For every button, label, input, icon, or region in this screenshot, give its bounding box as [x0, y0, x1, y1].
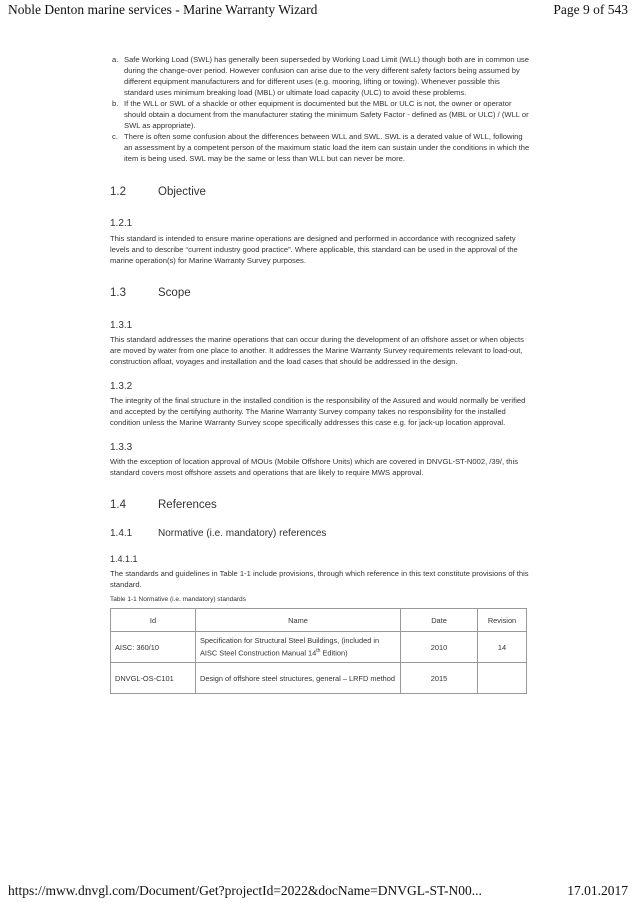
list-item: a. Safe Working Load (SWL) has generally been superseded by Working Load Limit (WLL) though both are in common use during the change-over period. However confusion can arise due to the very different safety factors being assumed by different equipment manufacturers and for different uses (e.g. mooring, lifting or towing). Whenever possible this standard uses minimum breaking load (MBL) or ultimate load capacity (ULC) to avoid these problems.: [112, 55, 529, 97]
document-body: [110, 54, 530, 694]
table-caption: Table 1-1 Normative (i.e. mandatory) standards: [110, 596, 246, 603]
paragraph: This standard is intended to ensure marine operations are designed and performed in accordance with recognized safety levels and to describe “current industry good practice”. Where applicable, this standard can be used in the approval of the marine operation(s) for Marine Warranty Survey purposes.: [110, 234, 518, 265]
paragraph: The standards and guidelines in Table 1-1 include provisions, through which reference in this text constitute provisions of this standard.: [110, 569, 529, 589]
notes-list: [110, 54, 530, 164]
cell-revision: 14: [478, 632, 527, 663]
table-row: [111, 632, 527, 663]
references-table: [110, 608, 527, 694]
subsection-heading-normative: 1.4.1 Normative (i.e. mandatory) references: [110, 528, 327, 539]
paragraph: The integrity of the final structure in the installed condition is the responsibility of the Assured and would normally be verified and accepted by the certifying authority. The Marine Warranty Survey company takes no responsibility for the installed condition unless the Marine Warranty Survey scope specifically addresses this case e.g. for jack-up location approval.: [110, 396, 526, 427]
paragraph: With the exception of location approval of MOUs (Mobile Offshore Units) which are covered in DNVGL-ST-N002, /39/, this standard covers most offshore assets and operations that are likely to require MWS approval.: [110, 457, 518, 477]
column-header-date: Date: [401, 609, 478, 632]
section-heading-references: 1.4 References: [110, 499, 217, 511]
cell-revision: [478, 663, 527, 694]
page-number: Page 9 of 543: [553, 2, 628, 17]
header-title: Noble Denton marine services - Marine Warranty Wizard: [8, 2, 318, 17]
section-heading-objective: 1.2 Objective: [110, 186, 206, 198]
list-item: b. If the WLL or SWL of a shackle or other equipment is documented but the MBL or ULC is not, the owner or operator should obtain a document from the manufacturer stating the minimum Safety Factor - defined as (MBL or ULC) / (WLL or SWL as appropriate).: [112, 99, 529, 130]
subsection-number: 1.3.2: [110, 381, 133, 392]
cell-date: 2010: [401, 632, 478, 663]
cell-name: Design of offshore steel structures, general – LRFD method: [196, 663, 401, 694]
list-item: c. There is often some confusion about the differences between WLL and SWL. SWL is a derated value of WLL, following an assessment by a competent person of the maximum static load the item can sustain under the conditions in which the item is being used. SWL may be the same or less than WLL but can never be more.: [112, 132, 530, 163]
column-header-revision: Revision: [478, 609, 527, 632]
cell-id: AISC: 360/10: [111, 632, 196, 663]
column-header-id: Id: [111, 609, 196, 632]
footer-date: 17.01.2017: [567, 883, 628, 898]
section-heading-scope: 1.3 Scope: [110, 287, 191, 299]
subsection-number: 1.3.1: [110, 320, 133, 331]
cell-date: 2015: [401, 663, 478, 694]
cell-name: Specification for Structural Steel Buildings, (included in AISC Steel Construction Manual 14th Edition): [196, 632, 401, 663]
column-header-name: Name: [196, 609, 401, 632]
table-row: [111, 663, 527, 694]
page-footer: [0, 881, 638, 903]
cell-id: DNVGL-OS-C101: [111, 663, 196, 694]
subsection-number: 1.2.1: [110, 218, 133, 229]
paragraph: This standard addresses the marine operations that can occur during the development of an offshore asset or when objects are moved by water from one place to another. It addresses the Marine Warranty Survey requirements relevant to load-out, construction afloat, voyages and installation and the load cases that should be addressed in the design.: [110, 335, 524, 366]
footer-url: https://mww.dnvgl.com/Document/Get?projectId=2022&docName=DNVGL-ST-N00...: [8, 883, 482, 898]
subsection-number: 1.4.1.1: [110, 554, 138, 564]
page-header: [0, 0, 638, 22]
subsection-number: 1.3.3: [110, 442, 133, 453]
table-header-row: [111, 609, 527, 632]
